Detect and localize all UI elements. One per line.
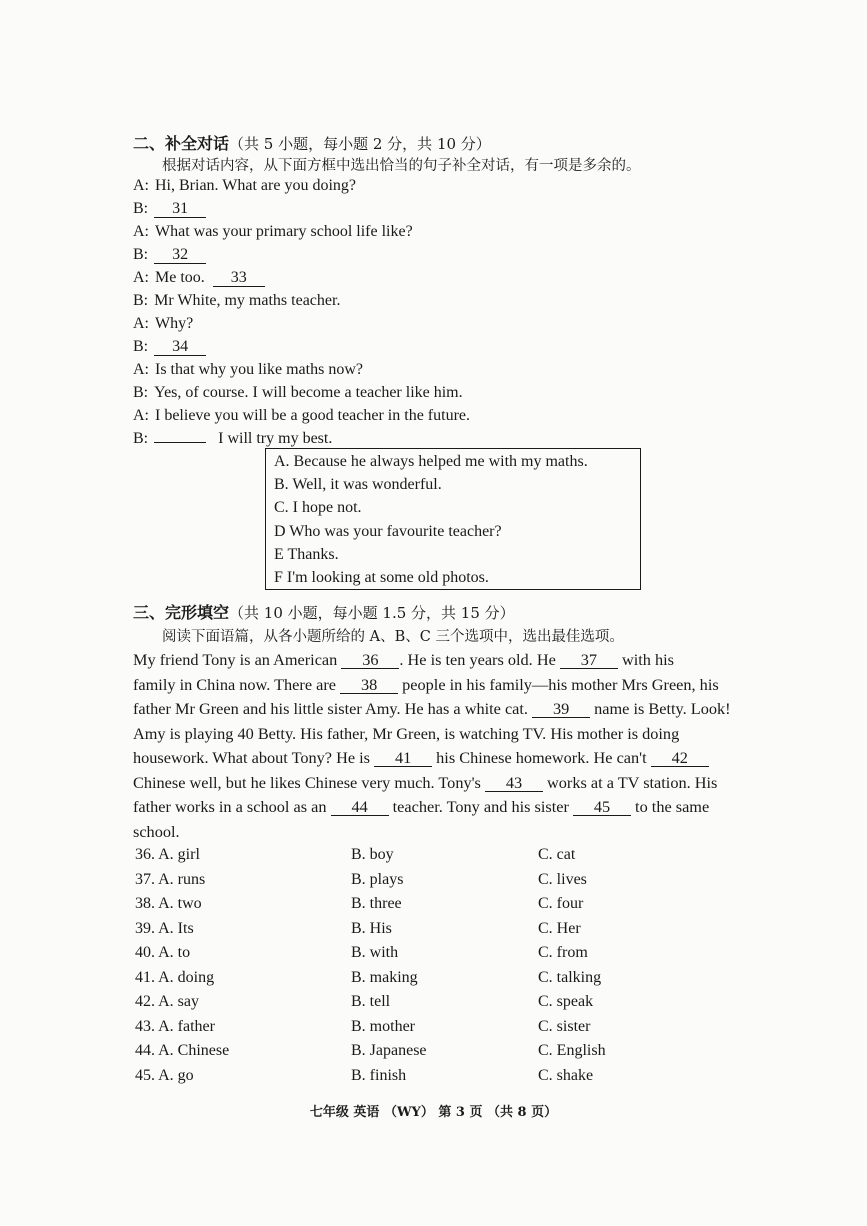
- dialogue-line: [133, 200, 206, 218]
- answer-blank[interactable]: [154, 442, 206, 443]
- choice-option-c[interactable]: C. from: [538, 944, 588, 961]
- cloze-blank[interactable]: 37: [560, 652, 618, 669]
- answer-blank[interactable]: 33: [213, 270, 265, 287]
- passage-line: [133, 797, 709, 817]
- dialogue-text: Why?: [155, 315, 194, 332]
- section2-instruction: 根据对话内容，从下面方框中选出恰当的句子补全对话，有一项是多余的。: [162, 158, 641, 174]
- choice-option-a[interactable]: 36. A. girl: [135, 846, 200, 863]
- choice-option-a[interactable]: 41. A. doing: [135, 968, 215, 986]
- passage-text: teacher. Tony and his sister: [388, 797, 573, 816]
- choice-option-b[interactable]: B. boy: [351, 846, 394, 863]
- choice-option-b[interactable]: B. mother: [351, 1017, 415, 1035]
- choice-option-b[interactable]: B. Japanese: [351, 1042, 427, 1059]
- options-box: [265, 448, 641, 590]
- dialogue-line: [133, 430, 332, 448]
- speaker-label: B:: [133, 200, 149, 217]
- dialogue-text: Is that why you like maths now?: [155, 361, 363, 378]
- section3-instruction: 阅读下面语篇，从各小题所给的 A、B、C 三个选项中，选出最佳选项。: [162, 629, 624, 645]
- choice-option-b[interactable]: B. plays: [351, 870, 404, 888]
- page-footer: 七年级 英语 （WY） 第 3 页 （共 8 页）: [309, 1105, 558, 1120]
- dialogue-line: [133, 338, 206, 356]
- dialogue-text: I believe you will be a good teacher in the future.: [155, 407, 470, 424]
- passage-text: My friend Tony is an American: [133, 650, 342, 669]
- speaker-label: A:: [133, 315, 149, 332]
- answer-blank[interactable]: 34: [154, 339, 206, 356]
- passage-text: with his: [617, 650, 674, 669]
- cloze-blank[interactable]: 38: [340, 677, 398, 694]
- passage-text: name is Betty. Look!: [590, 699, 731, 718]
- answer-blank[interactable]: 31: [154, 201, 206, 218]
- section2-title: 二、补全对话: [133, 134, 230, 153]
- speaker-label: B:: [133, 292, 149, 309]
- passage-text: father Mr Green and his little sister Amy. He has a white cat.: [133, 699, 533, 718]
- cloze-blank[interactable]: 44: [331, 799, 389, 816]
- passage-line: [133, 773, 717, 793]
- cloze-blank[interactable]: 41: [374, 750, 432, 767]
- speaker-label: B:: [133, 384, 149, 401]
- choice-option-c[interactable]: C. talking: [538, 968, 602, 986]
- speaker-label: B:: [133, 430, 149, 447]
- dialogue-line: [133, 407, 470, 425]
- passage-line: [133, 724, 679, 744]
- passage-line: [133, 650, 674, 670]
- cloze-blank[interactable]: 36: [341, 652, 399, 669]
- choice-option-a[interactable]: 37. A. runs: [135, 870, 206, 888]
- choice-option-a[interactable]: 44. A. Chinese: [135, 1042, 230, 1059]
- option-e: E Thanks.: [274, 546, 339, 563]
- passage-text: to the same: [630, 797, 710, 816]
- passage-text: housework. What about Tony? He is: [133, 748, 375, 767]
- dialogue-line: [133, 269, 265, 287]
- passage-text: father works in a school as an: [133, 797, 331, 816]
- cloze-blank[interactable]: 39: [532, 701, 590, 718]
- choice-option-c[interactable]: C. four: [538, 895, 584, 912]
- choice-option-b[interactable]: B. three: [351, 895, 402, 912]
- speaker-label: A:: [133, 269, 149, 286]
- passage-line: [133, 748, 709, 768]
- choice-option-b[interactable]: B. finish: [351, 1066, 407, 1084]
- cloze-blank[interactable]: 45: [573, 799, 631, 816]
- section3-heading: [133, 600, 515, 623]
- choice-option-b[interactable]: B. making: [351, 968, 418, 986]
- dialogue-line: [133, 292, 340, 310]
- cloze-blank[interactable]: 42: [651, 750, 709, 767]
- choice-option-a[interactable]: 43. A. father: [135, 1017, 215, 1035]
- passage-text: people in his family—his mother Mrs Green, his: [398, 674, 719, 694]
- dialogue-text: What was your primary school life like?: [155, 223, 413, 240]
- speaker-label: A:: [133, 223, 149, 240]
- passage-text: works at a TV station. His: [542, 772, 718, 792]
- passage-text: Chinese well, but he likes Chinese very much. Tony's: [133, 772, 485, 792]
- choice-option-a[interactable]: 45. A. go: [135, 1066, 194, 1084]
- choice-option-c[interactable]: C. English: [538, 1042, 606, 1059]
- cloze-blank[interactable]: 43: [485, 775, 543, 792]
- section2-note: （共 5 小题，每小题 2 分，共 10 分）: [229, 135, 491, 153]
- section3-note: （共 10 小题，每小题 1.5 分，共 15 分）: [229, 604, 515, 622]
- option-d: D Who was your favourite teacher?: [274, 523, 502, 540]
- passage-text: family in China now. There are: [133, 674, 341, 694]
- option-a: A. Because he always helped me with my maths.: [274, 453, 588, 470]
- speaker-label: A:: [133, 177, 149, 194]
- choice-option-c[interactable]: C. Her: [538, 919, 581, 937]
- passage-line: [133, 699, 731, 719]
- choice-option-c[interactable]: C. cat: [538, 846, 576, 863]
- section3-title: 三、完形填空: [133, 603, 230, 622]
- speaker-label: B:: [133, 246, 149, 263]
- dialogue-line: [133, 384, 463, 402]
- speaker-label: B:: [133, 338, 149, 355]
- passage-text: Amy is playing 40 Betty. His father, Mr Green, is watching TV. His mother is doing: [133, 723, 680, 743]
- dialogue-text: Yes, of course. I will become a teacher like him.: [154, 384, 463, 401]
- passage-line: [133, 822, 180, 842]
- dialogue-line: [133, 223, 413, 241]
- choice-option-a[interactable]: 38. A. two: [135, 895, 202, 912]
- dialogue-line: [133, 177, 356, 195]
- option-b: B. Well, it was wonderful.: [274, 476, 442, 493]
- dialogue-text: Mr White, my maths teacher.: [154, 292, 341, 309]
- choice-option-b[interactable]: B. tell: [351, 993, 391, 1010]
- passage-text: school.: [133, 821, 180, 841]
- choice-option-b[interactable]: B. His: [351, 919, 392, 937]
- choice-option-a[interactable]: 42. A. say: [135, 993, 199, 1010]
- dialogue-line: [133, 361, 363, 379]
- passage-text: his Chinese homework. He can't: [432, 748, 651, 767]
- choice-option-c[interactable]: C. lives: [538, 870, 587, 888]
- dialogue-line: [133, 246, 206, 264]
- choice-option-a[interactable]: 40. A. to: [135, 944, 191, 961]
- section2-heading: [133, 131, 491, 154]
- speaker-label: A:: [133, 407, 149, 424]
- dialogue-text: I will try my best.: [218, 430, 333, 447]
- passage-text: . He is ten years old. He: [399, 650, 560, 669]
- answer-blank[interactable]: 32: [154, 247, 206, 264]
- choice-option-b[interactable]: B. with: [351, 944, 399, 961]
- choice-option-a[interactable]: 39. A. Its: [135, 919, 194, 937]
- choice-option-c[interactable]: C. shake: [538, 1066, 594, 1084]
- speaker-label: A:: [133, 361, 149, 378]
- option-f: F I'm looking at some old photos.: [274, 569, 489, 586]
- dialogue-line: [133, 315, 193, 333]
- choice-option-c[interactable]: C. sister: [538, 1017, 591, 1035]
- dialogue-text: Me too.: [155, 269, 205, 286]
- passage-line: [133, 675, 719, 695]
- choice-option-c[interactable]: C. speak: [538, 993, 594, 1010]
- option-c: C. I hope not.: [274, 499, 362, 516]
- dialogue-text: Hi, Brian. What are you doing?: [155, 177, 356, 194]
